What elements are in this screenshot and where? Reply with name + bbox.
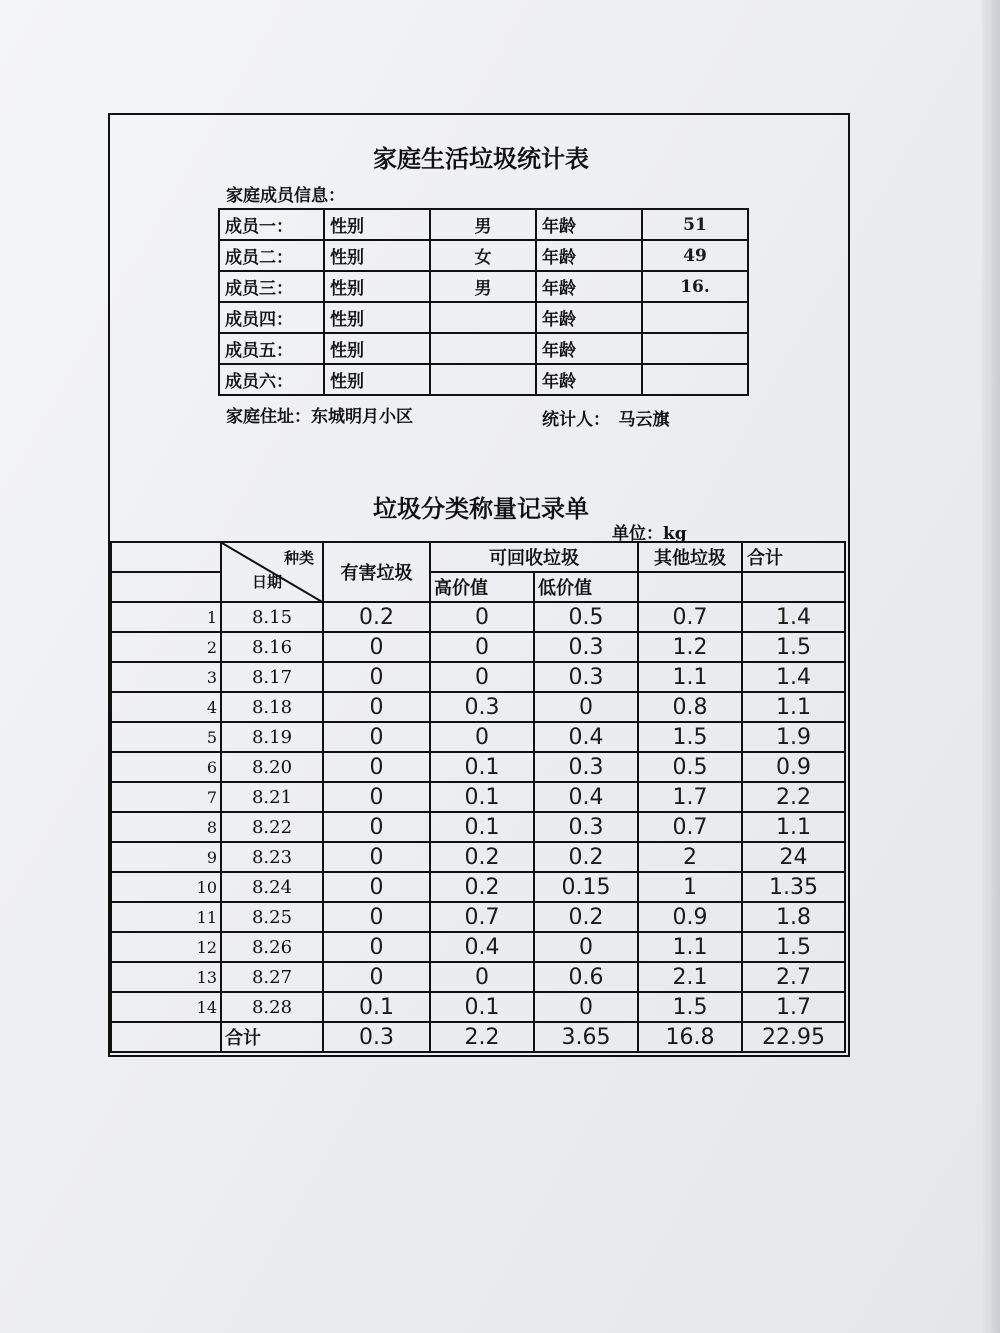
row-number: 9 [111,842,221,872]
row-number: 4 [111,692,221,722]
total-value: 2.7 [742,962,845,992]
row-date: 8.23 [221,842,323,872]
row-date: 8.24 [221,872,323,902]
header-row-1 [111,542,845,572]
row-date: 8.26 [221,932,323,962]
table-row [111,662,845,692]
other-value: 1.5 [638,992,742,1022]
other-value: 1.2 [638,632,742,662]
high-value-value: 0.1 [430,782,534,812]
age-value [642,364,748,395]
member-row [219,271,748,302]
header-blank [111,542,221,572]
other-value: 0.5 [638,752,742,782]
other-value: 0.9 [638,902,742,932]
low-value-value: 0.3 [534,812,638,842]
row-date: 8.20 [221,752,323,782]
recyclable-header: 可回收垃圾 [430,542,638,572]
row-number: 11 [111,902,221,932]
low-value-value: 0.6 [534,962,638,992]
other-value: 1.1 [638,932,742,962]
age-value [642,333,748,364]
table-row [111,692,845,722]
low-value-value: 0.2 [534,902,638,932]
total-value: 1.4 [742,602,845,632]
row-number: 14 [111,992,221,1022]
hazardous-value: 0 [323,902,430,932]
other-value: 0.7 [638,602,742,632]
type-date-header [221,542,323,602]
row-number: 7 [111,782,221,812]
paper-edge [982,0,1000,1333]
record-title: 垃圾分类称量记录单 [373,494,589,523]
high-value-value: 0 [430,602,534,632]
summary-blank [111,1022,221,1052]
gender-label: 性别 [324,240,430,271]
member-row [219,333,748,364]
summary-total: 22.95 [742,1022,845,1052]
gender-label: 性别 [324,209,430,240]
row-date: 8.25 [221,902,323,932]
gender-label: 性别 [324,333,430,364]
row-number: 2 [111,632,221,662]
row-date: 8.28 [221,992,323,1022]
address: 家庭住址：东城明月小区 [226,407,413,427]
member-name: 成员一： [219,209,324,240]
age-label: 年龄 [536,333,642,364]
hazardous-value: 0 [323,662,430,692]
high-value-value: 0.1 [430,812,534,842]
row-date: 8.27 [221,962,323,992]
other-value: 0.7 [638,812,742,842]
hazardous-value: 0 [323,932,430,962]
total-value: 1.1 [742,692,845,722]
high-value-value: 0.3 [430,692,534,722]
low-value-header: 低价值 [534,572,638,602]
age-label: 年龄 [536,302,642,333]
gender-label: 性别 [324,364,430,395]
high-value-value: 0.7 [430,902,534,932]
high-value-header: 高价值 [430,572,534,602]
low-value-value: 0 [534,932,638,962]
member-row [219,209,748,240]
total-value: 2.2 [742,782,845,812]
member-row [219,302,748,333]
age-value [642,302,748,333]
summary-high-value: 2.2 [430,1022,534,1052]
low-value-value: 0.5 [534,602,638,632]
table-row [111,782,845,812]
age-value: 51 [642,209,748,240]
low-value-value: 0.3 [534,752,638,782]
member-name: 成员五： [219,333,324,364]
age-label: 年龄 [536,240,642,271]
high-value-value: 0 [430,962,534,992]
date-label: 日期 [252,573,283,591]
other-value: 1 [638,872,742,902]
header-blank-4 [742,572,845,602]
row-date: 8.15 [221,602,323,632]
low-value-value: 0.2 [534,842,638,872]
other-header: 其他垃圾 [638,542,742,572]
summary-row [111,1022,845,1052]
member-name: 成员二： [219,240,324,271]
gender-label: 性别 [324,271,430,302]
table-row [111,602,845,632]
member-name: 成员六： [219,364,324,395]
member-row [219,240,748,271]
gender-label: 性别 [324,302,430,333]
table-row [111,812,845,842]
hazardous-header: 有害垃圾 [323,542,430,602]
table-row [111,902,845,932]
table-row [111,872,845,902]
low-value-value: 0.4 [534,722,638,752]
total-value: 1.5 [742,932,845,962]
high-value-value: 0.2 [430,872,534,902]
age-label: 年龄 [536,209,642,240]
hazardous-value: 0 [323,872,430,902]
hazardous-value: 0 [323,752,430,782]
total-value: 1.4 [742,662,845,692]
member-name: 成员三： [219,271,324,302]
total-header: 合计 [742,542,845,572]
hazardous-value: 0 [323,632,430,662]
row-number: 3 [111,662,221,692]
table-row [111,962,845,992]
total-value: 1.8 [742,902,845,932]
row-date: 8.16 [221,632,323,662]
row-number: 12 [111,932,221,962]
row-date: 8.17 [221,662,323,692]
gender-value [430,364,536,395]
low-value-value: 0.4 [534,782,638,812]
member-row [219,364,748,395]
row-date: 8.18 [221,692,323,722]
total-value: 1.7 [742,992,845,1022]
members-heading: 家庭成员信息： [226,186,345,206]
hazardous-value: 0 [323,962,430,992]
unit-label: 单位：kg [612,524,687,544]
low-value-value: 0.3 [534,662,638,692]
summary-label: 合计 [221,1022,323,1052]
row-date: 8.21 [221,782,323,812]
member-name: 成员四： [219,302,324,333]
hazardous-value: 0 [323,782,430,812]
row-number: 8 [111,812,221,842]
hazardous-value: 0 [323,692,430,722]
total-value: 1.9 [742,722,845,752]
members-table [218,208,749,396]
summary-low-value: 3.65 [534,1022,638,1052]
other-value: 2 [638,842,742,872]
row-number: 5 [111,722,221,752]
row-number: 10 [111,872,221,902]
row-number: 1 [111,602,221,632]
total-value: 0.9 [742,752,845,782]
total-value: 1.5 [742,632,845,662]
gender-value: 男 [430,209,536,240]
high-value-value: 0.1 [430,992,534,1022]
other-value: 1.1 [638,662,742,692]
gender-value [430,333,536,364]
other-value: 0.8 [638,692,742,722]
table-row [111,752,845,782]
table-row [111,632,845,662]
row-date: 8.19 [221,722,323,752]
summary-hazardous: 0.3 [323,1022,430,1052]
summary-other: 16.8 [638,1022,742,1052]
total-value: 24 [742,842,845,872]
high-value-value: 0 [430,662,534,692]
high-value-value: 0 [430,632,534,662]
low-value-value: 0 [534,992,638,1022]
hazardous-value: 0 [323,842,430,872]
hazardous-value: 0 [323,812,430,842]
other-value: 2.1 [638,962,742,992]
form-frame [108,113,850,1057]
table-row [111,992,845,1022]
low-value-value: 0 [534,692,638,722]
hazardous-value: 0.1 [323,992,430,1022]
form-title: 家庭生活垃圾统计表 [373,144,589,173]
table-row [111,932,845,962]
age-label: 年龄 [536,364,642,395]
high-value-value: 0 [430,722,534,752]
statistician: 统计人： 马云旗 [542,410,670,430]
row-number: 13 [111,962,221,992]
records-table [110,541,846,1053]
row-number: 6 [111,752,221,782]
high-value-value: 0.2 [430,842,534,872]
hazardous-value: 0 [323,722,430,752]
gender-value: 女 [430,240,536,271]
gender-value [430,302,536,333]
age-label: 年龄 [536,271,642,302]
high-value-value: 0.4 [430,932,534,962]
hazardous-value: 0.2 [323,602,430,632]
table-row [111,842,845,872]
row-date: 8.22 [221,812,323,842]
age-value: 16. [642,271,748,302]
total-value: 1.35 [742,872,845,902]
table-row [111,722,845,752]
age-value: 49 [642,240,748,271]
total-value: 1.1 [742,812,845,842]
type-label: 种类 [283,549,314,567]
header-blank-2 [111,572,221,602]
gender-value: 男 [430,271,536,302]
other-value: 1.7 [638,782,742,812]
low-value-value: 0.15 [534,872,638,902]
header-blank-3 [638,572,742,602]
high-value-value: 0.1 [430,752,534,782]
other-value: 1.5 [638,722,742,752]
low-value-value: 0.3 [534,632,638,662]
